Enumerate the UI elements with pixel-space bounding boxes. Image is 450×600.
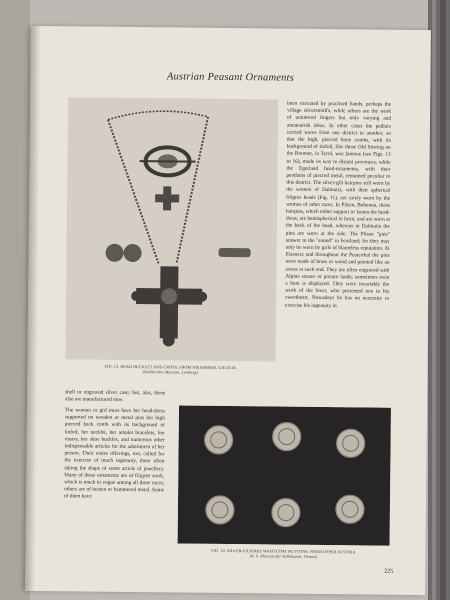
figure-13-photo [65,97,278,361]
figure-14-caption [177,547,389,560]
book-page [25,26,431,595]
running-title: Austrian Peasant Ornaments [166,71,295,84]
page-number: 225 [384,568,394,575]
right-column-text: been executed by practised hands, perhaps the village silversmith's, while others are the work of untutored fingers but only varying and amateurish ideas. In other cases the pedlars carried wares from one district to another, so that the high, pierced bone combs, with its background of tinfoil, like those Old Stirring on the Brenner, in Tyrol, was famous (see Figs. 13 to 16), made its way to distant provinces, while the Egerland head-ornaments, with their pendants of pierced metal, remained peculiar to this district. The silver-gilt hairpins still worn by the women of Dalmatia, with their spherical filigree beads (Fig. 11), are rarely worn by the women of other races. In Pilsen, Bohemia, these hairpins, which either support or fasten the head-dress, are hemispherical in form, and are worn at the back of the head, whereas in Dalmatia the pins are worn at the side. The Pilsen "pins" answer to the "snood" in Scotland; for they may only be worn by girls of blameless reputation. At Eisenerz and throughout the Pusterthal the pins were made of brass or wood and pointed like an arrow at each end. They are often engraved with Alpine scenes or picture lands; sometimes even a hunt is displayed. They were invariably the work of the lover, who presented one to his sweetheart. Nowadays he has no necessity to exercise his ingenuity in [285,100,392,309]
necklet-cross-image [65,97,278,361]
left-text-intro: shell or engraved silver case; but, alas, these also are manufactured now. [65,389,166,404]
figure-13-credit: (Städtisches Museum, Lemberg) [142,369,199,376]
figure-14-caption-text: FIG. 14. SILVER-FILIGREE WAISTCOAT BUTTONS, FROM UPPER AUSTRIA [211,547,356,555]
figure-14-photo [178,405,391,545]
figure-13-caption [65,363,275,376]
left-column-text: The woman or girl must have her head-dress supported on wooden or metal pins her high pierced back comb with its background of tinfoil, her necklet, her amulet bracelets, her rosary, her shoe buckles, and numerous other indispensable articles for the adornment of her person. Their entire offerings, too, called for the exercise of much ingenuity, these often taking the shape of some article of jewellery. Many of these ornaments are of filigree work, which is much in vogue among all these races; others are of beaten or hammered metal. Some of them have [64,407,165,501]
figure-14-credit: (K. k. Museum für Volkskunde, Vienna) [249,553,318,560]
figure-13-caption-text: FIG. 13. BEAD NECKLET AND CROSS, FROM NIEDERBER, GALICIA [104,363,237,371]
filigree-buttons-image [178,405,391,545]
